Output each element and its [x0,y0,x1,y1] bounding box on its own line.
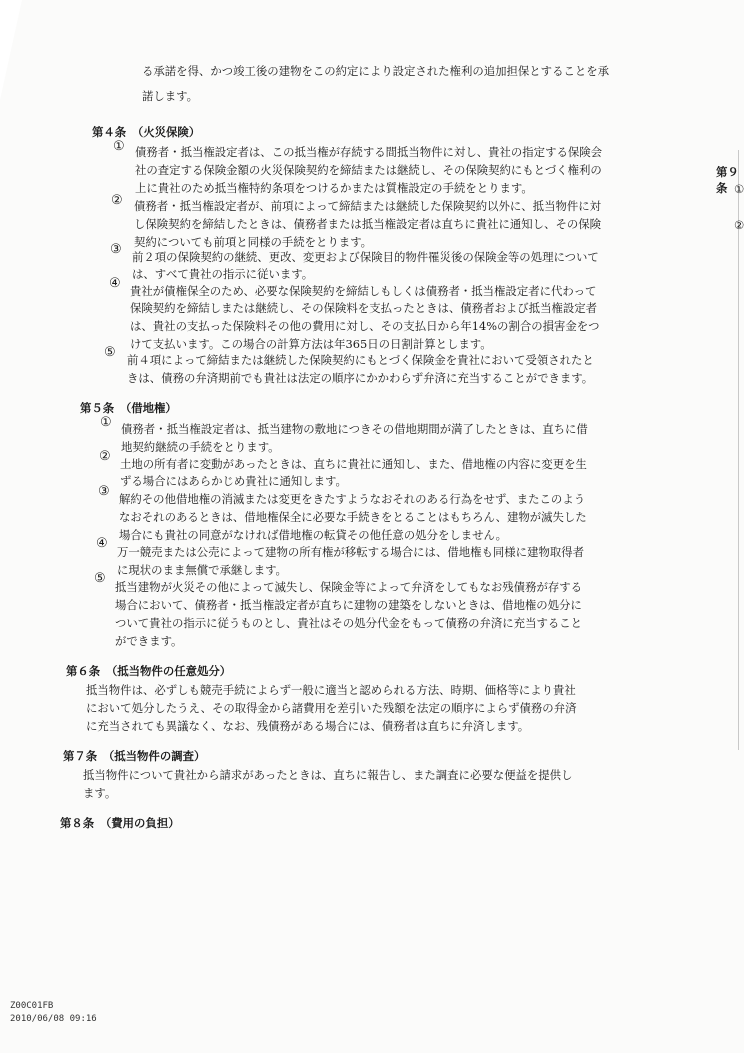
article-5-item-1-marker: ① [100,415,112,430]
article-5-item-5-marker: ⑤ [94,571,106,586]
article-4-item-5-marker: ⑤ [104,345,116,360]
article-6-line-1: 抵当物件は、必ずしも競売手続によらず一般に適当と認められる方法、時期、価格等により貴社 [86,683,576,697]
article-4-title: 第４条 （火災保険） [92,125,201,139]
article-4-item-1-marker: ① [113,139,125,154]
article-4-item-4-line-3: は、貴社の支払った保険料その他の費用に対し、その支払日から年14%の割合の損害金をつ [130,319,600,333]
article-5-item-4-marker: ④ [96,536,108,551]
article-4-item-4-line-2: 保険契約を締結しまたは継続し、その保険料を支払ったときは、債務者および抵当権設定者 [130,301,598,315]
article-4-item-4-marker: ④ [109,276,121,291]
article-6-title: 第６条 （抵当物件の任意処分） [66,664,232,678]
article-4-item-1-line-1: 債務者・抵当権設定者は、この抵当権が存続する間抵当物件に対し、貴社の指定する保険会 [135,145,603,159]
article-5-item-3-line-2: なおそれのあるときは、借地権保全に必要な手続きをとることはもちろん、建物が滅失した [119,510,587,524]
article-5-item-2-line-1: 土地の所有者に変動があったときは、直ちに貴社に通知し、また、借地権の内容に変更を生 [120,457,587,471]
article-5-item-5-line-1: 抵当建物が火災その他によって滅失し、保険金等によって弁済をしてもなお残債務が存する [115,580,583,594]
article-5-item-3-line-3: 場合にも貴社の同意がなければ借地権の転貸その他任意の処分をしません。 [119,528,507,542]
next-page-marker-1: ① [734,182,744,196]
article-4-item-3-line-1: 前２項の保険契約の継続、更改、変更および保険目的物件罹災後の保険金等の処理について [132,250,599,264]
article-5-item-2-line-2: ずる場合にはあらかじめ貴社に通知します。 [120,474,347,488]
article-4-item-4-line-4: けて支払います。この場合の計算方法は年365日の日割計算とします。 [130,337,492,351]
page-edge-shadow [738,150,739,750]
continuation-line-2: 諾します。 [142,89,199,103]
article-7-line-1: 抵当物件について貴社から請求があったときは、直ちに報告し、また調査に必要な便益を提供し [83,768,573,782]
article-4-item-3-marker: ③ [110,242,122,257]
article-5-item-1-line-2: 地契約継続の手続をとります。 [121,440,280,454]
article-6-line-3: に充当されても異議なく、なお、残債務がある場合には、債務者は直ちに弁済します。 [86,719,530,733]
article-5-item-4-line-1: 万一競売または公売によって建物の所有権が移転する場合には、借地権も同様に建物取得者 [117,545,585,559]
article-4-item-1-line-2: 社の査定する保険金額の火災保険契約を締結または継続し、その保険契約にもとづく権利の [135,163,602,177]
footer-code: Z00C01FB [10,1001,54,1011]
article-5-item-4-line-2: に現状のまま無償で承継します。 [117,563,287,577]
article-5-title: 第５条 （借地権） [80,401,177,415]
article-5-item-5-line-4: ができます。 [115,634,183,648]
article-5-item-3-marker: ③ [98,484,110,499]
next-page-marker-2: ② [734,218,744,232]
article-4-item-5-line-2: きは、債務の弁済期前でも貴社は法定の順序にかかわらず弁済に充当することができます。 [127,371,594,385]
article-4-item-2-line-2: し保険契約を締結したときは、債務者または抵当権設定者は直ちに貴社に通知し、その保険 [134,217,602,231]
article-6-line-2: において処分したうえ、その取得金から諸費用を差引いた残額を法定の順序によらず債務の弁済 [86,701,577,715]
article-4-item-3-line-2: は、すべて貴社の指示に従います。 [132,267,314,281]
article-5-item-5-line-2: 場合において、債務者・抵当権設定者が直ちに建物の建築をしないときは、借地権の処分に [115,598,582,612]
article-7-title: 第７条 （抵当物件の調査） [63,749,206,763]
article-4-item-2-line-3: 契約についても前項と同様の手続をとります。 [134,235,373,249]
article-4-item-1-line-3: 上に貴社のため抵当権特約条項をつけるかまたは質権設定の手続をとります。 [135,181,533,195]
article-4-item-2-line-1: 債務者・抵当権設定者が、前項によって締結または継続した保険契約以外に、抵当物件に対 [134,199,602,213]
continuation-line-1: る承諾を得、かつ竣工後の建物をこの約定により設定された権利の追加担保とすることを承 [142,64,610,78]
article-4-item-2-marker: ② [111,193,123,208]
article-7-line-2: ます。 [83,786,117,800]
article-5-item-1-line-1: 債務者・抵当権設定者は、抵当建物の敷地につきその借地期間が満了したときは、直ちに借 [121,422,588,436]
article-4-item-5-line-1: 前４項によって締結または継続した保険契約にもとづく保険金を貴社において受領されたと [127,353,594,367]
article-5-item-3-line-1: 解約その他借地権の消滅または変更をきたすようなおそれのある行為をせず、またこのよう [119,492,586,506]
article-4-item-4-line-1: 貴社が債権保全のため、必要な保険契約を締結しもしくは債務者・抵当権設定者に代わって [130,284,597,298]
article-5-item-2-marker: ② [99,449,111,464]
next-page-article-9: 第９条 [716,165,739,195]
article-5-item-5-line-3: ついて貴社の指示に従うものとし、貴社はその処分代金をもって債務の弁済に充当すること [115,616,583,630]
footer-timestamp: 2010/06/08 09:16 [10,1014,97,1024]
article-8-title: 第８条 （費用の負担） [60,816,180,830]
folded-corner [0,0,22,100]
